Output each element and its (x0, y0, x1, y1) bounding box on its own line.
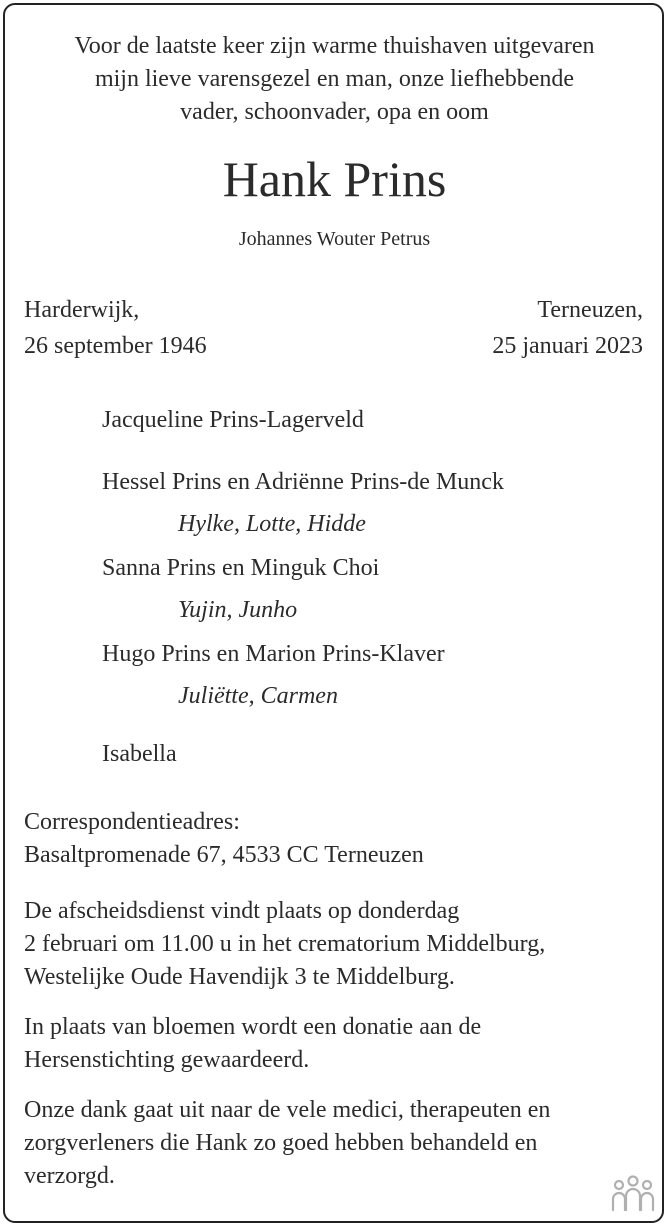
grandchildren: Yujin, Junho (178, 597, 298, 623)
birth-date: 26 september 1946 (24, 333, 207, 359)
child-couple: Hessel Prins en Adriënne Prins-de Munck (102, 469, 504, 495)
correspondence-block (24, 806, 654, 872)
death-info (492, 292, 643, 364)
death-place: Terneuzen, (537, 297, 643, 323)
death-date: 25 januari 2023 (492, 333, 643, 359)
birth-info (24, 292, 207, 364)
thanks-block (24, 1094, 654, 1193)
donation-block (24, 1011, 654, 1077)
intro-line: vader, schoonvader, opa en oom (180, 99, 489, 125)
donation-line: Hersenstichting gewaardeerd. (24, 1047, 310, 1073)
child-couple: Sanna Prins en Minguk Choi (102, 555, 380, 581)
service-block (24, 895, 654, 994)
spouse-name: Jacqueline Prins-Lagerveld (102, 407, 364, 433)
deceased-name: Hank Prins (222, 151, 447, 207)
thanks-line: Onze dank gaat uit naar de vele medici, therapeuten en (24, 1097, 551, 1123)
people-group-icon (611, 1174, 655, 1214)
correspondence-address: Basaltpromenade 67, 4533 CC Terneuzen (24, 842, 424, 868)
intro-text (0, 30, 669, 129)
service-line: 2 februari om 11.00 u in het crematorium Middelburg, (24, 931, 546, 957)
thanks-line: verzorgd. (24, 1163, 115, 1189)
service-line: De afscheidsdienst vindt plaats op donderdag (24, 898, 460, 924)
service-line: Westelijke Oude Havendijk 3 te Middelburg. (24, 964, 455, 990)
child-couple: Hugo Prins en Marion Prins-Klaver (102, 641, 445, 667)
given-names: Johannes Wouter Petrus (238, 228, 431, 250)
thanks-line: zorgverleners die Hank zo goed hebben behandeld en (24, 1130, 538, 1156)
intro-line: Voor de laatste keer zijn warme thuishaven uitgevaren (74, 33, 595, 59)
grandchildren: Hylke, Lotte, Hidde (178, 511, 366, 537)
grandchildren: Juliëtte, Carmen (178, 683, 338, 709)
other-relative: Isabella (102, 741, 177, 767)
donation-line: In plaats van bloemen wordt een donatie aan de (24, 1014, 482, 1040)
birth-place: Harderwijk, (24, 297, 140, 323)
intro-line: mijn lieve varensgezel en man, onze liefhebbende (94, 66, 575, 92)
correspondence-label: Correspondentieadres: (24, 809, 240, 835)
